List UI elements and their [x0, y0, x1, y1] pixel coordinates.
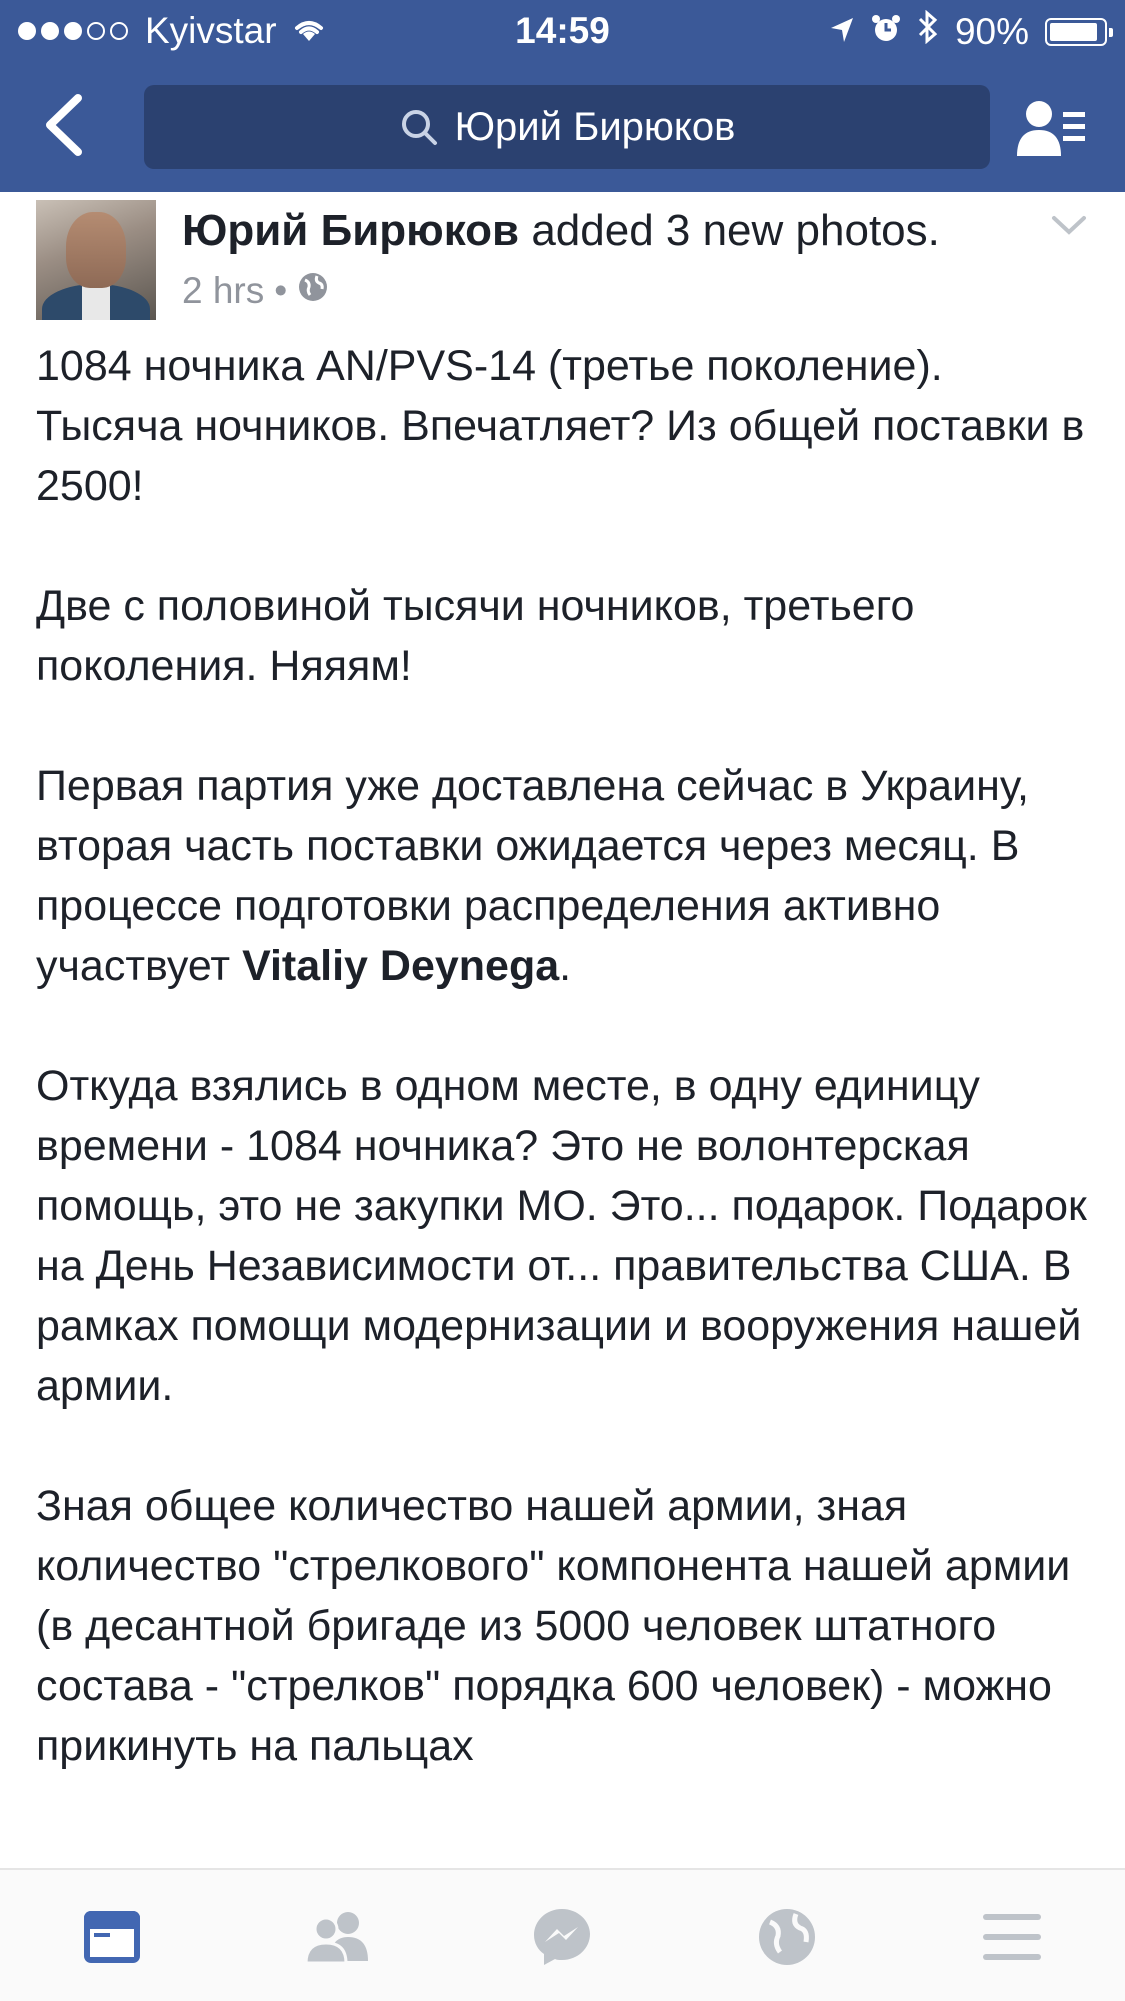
tab-notifications[interactable]: [747, 1902, 827, 1972]
post-action: added 3 new photos.: [531, 206, 940, 255]
news-feed-icon: [82, 1909, 142, 1965]
author-avatar[interactable]: [36, 200, 156, 320]
post-options-button[interactable]: [1050, 214, 1088, 243]
chevron-down-icon: [1050, 214, 1088, 238]
search-icon: [399, 107, 439, 147]
status-bar: [0, 0, 1125, 64]
search-bar[interactable]: [144, 85, 990, 169]
author-name[interactable]: Юрий Бирюков: [182, 206, 520, 255]
chevron-left-icon: [40, 92, 90, 158]
profile-options-button[interactable]: [1015, 98, 1087, 158]
post-meta: [182, 270, 329, 312]
globe-icon: [756, 1906, 818, 1968]
battery-icon: [1045, 18, 1107, 46]
paragraph-text: Первая партия уже доставлена сейчас в Украину, вторая часть поставки ожидается через месяц. В процессе подготовки распределения активно участвует: [36, 762, 1029, 990]
tab-news-feed[interactable]: [72, 1902, 152, 1972]
post-time[interactable]: 2 hrs: [182, 270, 265, 311]
post-header: [0, 192, 1125, 322]
paragraph-text: .: [559, 942, 572, 990]
menu-icon: [981, 1912, 1043, 1962]
meta-separator: •: [274, 270, 288, 311]
tab-messenger[interactable]: [522, 1902, 602, 1972]
post-text: [36, 336, 1096, 1836]
top-bar: [0, 0, 1125, 192]
post-paragraph: Две с половиной тысячи ночников, третьего поколения. Няяям!: [36, 582, 915, 690]
location-arrow-icon: [829, 11, 855, 53]
person-list-icon: [1015, 98, 1087, 158]
tab-menu[interactable]: [972, 1902, 1052, 1972]
carrier-name: Kyivstar: [145, 10, 277, 51]
post-paragraph: [36, 756, 1096, 996]
globe-icon: [297, 270, 329, 312]
battery-level: [1050, 23, 1097, 41]
post-paragraph: Зная общее количество нашей армии, зная количество "стрелкового" компонента нашей армии (в десантной бригаде из 5000 человек штатного состава - "стрелков" порядка 600 человек) - можно прикинуть на пальцах: [36, 1482, 1071, 1770]
status-time: 14:59: [515, 10, 610, 51]
post-paragraph: 1084 ночника AN/PVS-14 (третье поколение). Тысяча ночников. Впечатляет? Из общей поставки в 2500!: [36, 342, 1085, 510]
alarm-icon: [871, 11, 901, 53]
post-paragraph: Откуда взялись в одном месте, в одну единицу времени - 1084 ночника? Это не волонтерская помощь, это не закупки МО. Это... подарок. Подарок на День Независимости от... правительства США. В рамках помощи модернизации и вооружения нашей армии.: [36, 1062, 1087, 1410]
search-query: Юрий Бирюков: [454, 104, 736, 149]
status-right: [813, 10, 1107, 53]
bluetooth-icon: [917, 10, 939, 53]
post-title-line: [182, 206, 940, 256]
friends-icon: [302, 1909, 372, 1965]
back-button[interactable]: [40, 92, 90, 158]
bottom-navigation: [0, 1868, 1125, 2001]
battery-percent: 90%: [954, 10, 1029, 52]
mention-link[interactable]: Vitaliy Deynega: [242, 942, 560, 990]
messenger-icon: [531, 1906, 593, 1968]
tab-friends[interactable]: [297, 1902, 377, 1972]
